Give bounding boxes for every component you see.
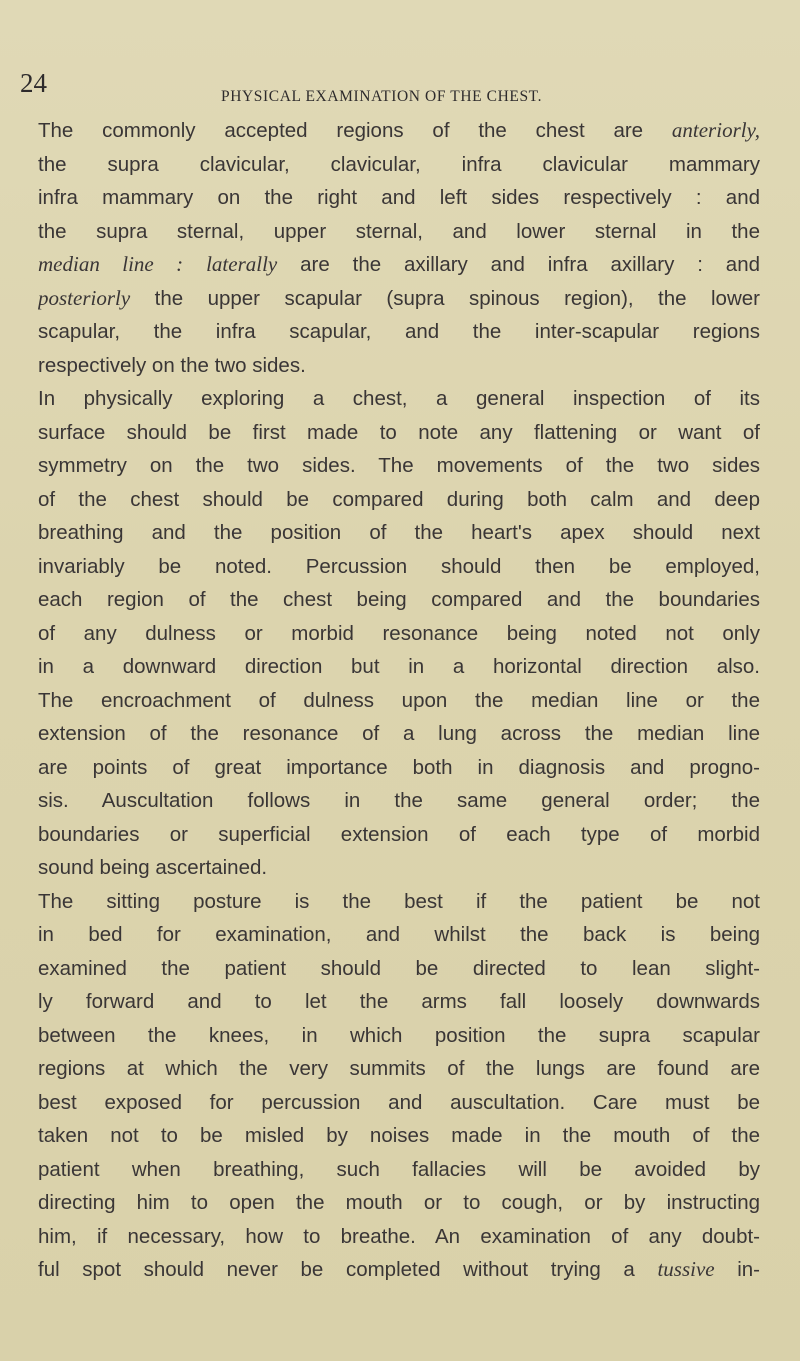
text-line bbox=[38, 550, 760, 584]
running-head: PHYSICAL EXAMINATION OF THE CHEST. bbox=[221, 88, 543, 105]
italic-term: anteriorly, bbox=[671, 118, 760, 142]
italic-term: laterally bbox=[206, 252, 278, 276]
text-segment: ful spot should never be completed without trying a bbox=[38, 1258, 658, 1281]
page-number: 24 bbox=[20, 68, 47, 98]
text-segment bbox=[183, 253, 206, 276]
text-line bbox=[38, 1186, 760, 1220]
text-line bbox=[38, 952, 760, 986]
text-segment: of any dulness or morbid resonance being noted not only bbox=[38, 621, 760, 645]
text-segment: in- bbox=[714, 1258, 760, 1281]
text-line bbox=[38, 583, 760, 617]
text-segment: invariably be noted. Percussion should then be employed, bbox=[38, 554, 760, 578]
text-line bbox=[38, 181, 760, 215]
text-line bbox=[38, 1052, 760, 1086]
text-line bbox=[38, 516, 760, 550]
text-line bbox=[38, 885, 760, 919]
italic-term: posteriorly bbox=[38, 285, 131, 310]
text-line bbox=[38, 315, 760, 349]
text-segment: of the chest should be compared during both calm and deep bbox=[38, 487, 760, 511]
text-segment: breathing and the position of the heart's apex should next bbox=[38, 521, 760, 544]
text-line bbox=[38, 449, 760, 483]
text-segment: patient when breathing, such fallacies will be avoided by bbox=[38, 1157, 760, 1181]
text-line bbox=[38, 215, 760, 249]
body-text bbox=[38, 114, 760, 1287]
text-line bbox=[38, 148, 760, 182]
text-segment: respectively on the two sides. bbox=[38, 353, 306, 377]
text-segment: each region of the chest being compared and the boundaries bbox=[38, 588, 760, 611]
text-line bbox=[38, 416, 760, 450]
text-segment: in a downward direction but in a horizontal direction also. bbox=[38, 655, 760, 678]
text-line bbox=[38, 650, 760, 684]
text-line bbox=[38, 1119, 760, 1153]
text-segment: the upper scapular (supra spinous region), the lower bbox=[130, 286, 760, 310]
text-segment: directing him to open the mouth or to cough, or by instructing bbox=[38, 1191, 760, 1214]
text-segment: The encroachment of dulness upon the median line or the bbox=[38, 688, 760, 712]
text-line bbox=[38, 382, 760, 416]
text-segment: scapular, the infra scapular, and the inter-scapular regions bbox=[38, 320, 760, 343]
text-segment: symmetry on the two sides. The movements of the two sides bbox=[38, 454, 760, 477]
text-line bbox=[38, 751, 760, 785]
text-line bbox=[38, 918, 760, 952]
text-segment: are the axillary and infra axillary : and bbox=[277, 253, 760, 276]
text-line bbox=[38, 282, 760, 316]
text-segment: The commonly accepted regions of the chest are bbox=[38, 119, 672, 142]
text-segment: ly forward and to let the arms fall loosely downwards bbox=[38, 990, 760, 1013]
text-segment: sis. Auscultation follows in the same general order; the bbox=[38, 789, 760, 812]
text-line bbox=[38, 985, 760, 1019]
text-segment: taken not to be misled by noises made in the mouth of the bbox=[38, 1124, 760, 1147]
text-line bbox=[38, 1220, 760, 1254]
italic-term: tussive bbox=[657, 1257, 715, 1281]
text-segment: between the knees, in which position the supra scapular bbox=[38, 1023, 760, 1047]
text-segment: him, if necessary, how to breathe. An examination of any doubt- bbox=[38, 1224, 760, 1248]
italic-term: median line : bbox=[38, 252, 184, 276]
text-segment: The sitting posture is the best if the patient be not bbox=[38, 889, 760, 913]
text-segment: regions at which the very summits of the lungs are found are bbox=[38, 1057, 760, 1080]
text-line bbox=[38, 851, 760, 885]
text-line bbox=[38, 1153, 760, 1187]
text-segment: extension of the resonance of a lung across the median line bbox=[38, 722, 760, 745]
text-line bbox=[38, 784, 760, 818]
text-segment: In physically exploring a chest, a general inspection of its bbox=[38, 387, 760, 410]
text-segment: are points of great importance both in diagnosis and progno- bbox=[38, 755, 760, 779]
text-line bbox=[38, 1253, 760, 1287]
text-line bbox=[38, 1019, 760, 1053]
text-line bbox=[38, 684, 760, 718]
text-segment: examined the patient should be directed to lean slight- bbox=[38, 956, 760, 980]
text-line bbox=[38, 617, 760, 651]
text-segment: best exposed for percussion and auscultation. Care must be bbox=[38, 1090, 760, 1114]
text-segment: the supra clavicular, clavicular, infra clavicular mammary bbox=[38, 152, 760, 176]
text-segment: sound being ascertained. bbox=[38, 856, 268, 879]
text-segment: the supra sternal, upper sternal, and lower sternal in the bbox=[38, 219, 760, 243]
text-segment: surface should be first made to note any flattening or want of bbox=[38, 420, 760, 444]
text-line bbox=[38, 483, 760, 517]
text-segment: infra mammary on the right and left sides respectively : and bbox=[38, 186, 760, 209]
text-segment: in bed for examination, and whilst the back is being bbox=[38, 923, 760, 946]
text-line bbox=[38, 349, 760, 383]
text-line bbox=[38, 248, 760, 282]
text-segment: boundaries or superficial extension of each type of morbid bbox=[38, 822, 760, 846]
text-line bbox=[38, 717, 760, 751]
text-line bbox=[38, 114, 760, 148]
text-line bbox=[38, 1086, 760, 1120]
text-line bbox=[38, 818, 760, 852]
